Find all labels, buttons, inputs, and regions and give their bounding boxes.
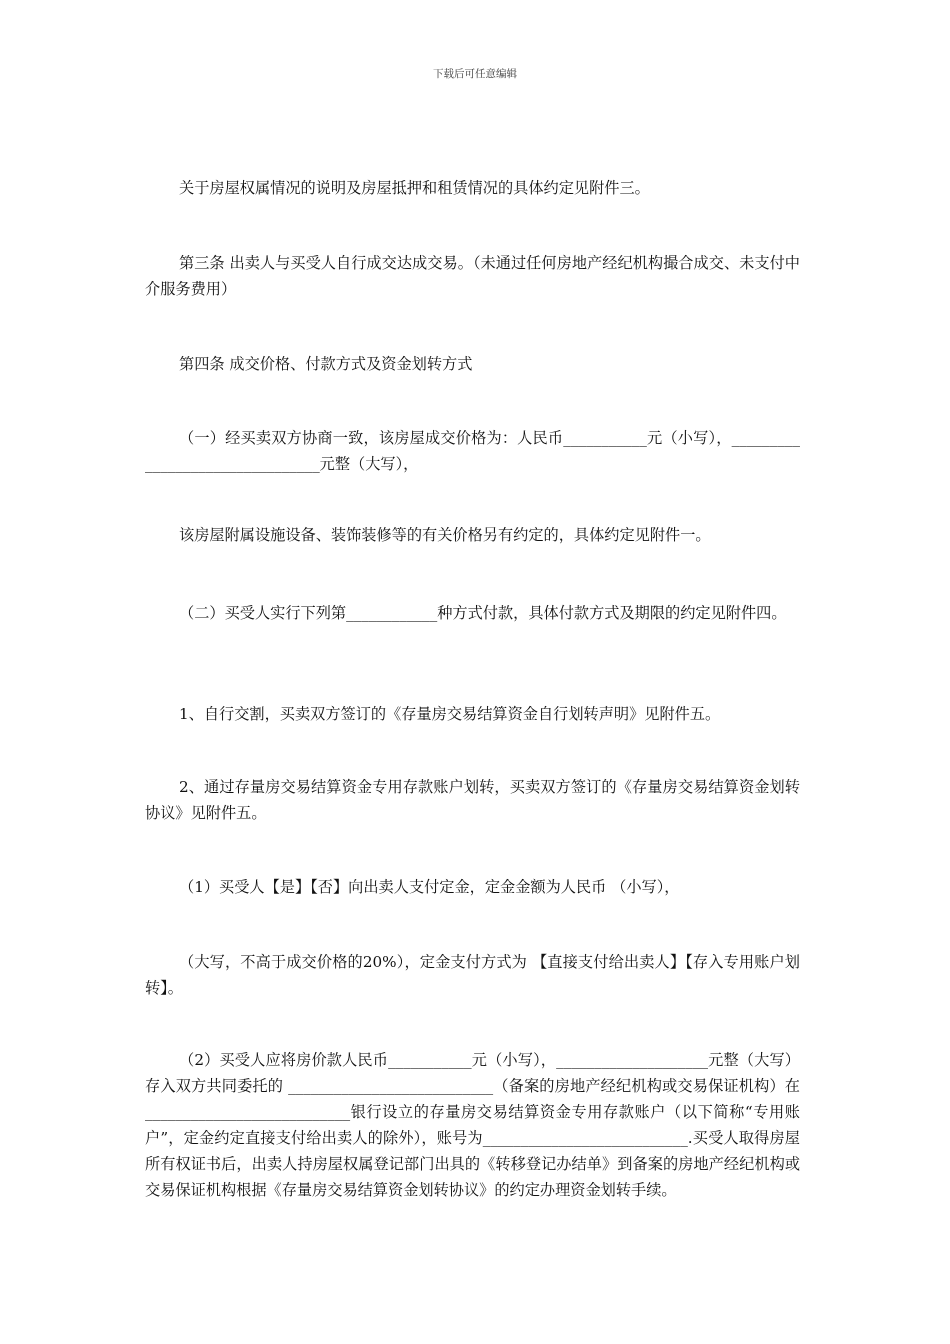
paragraph-property-ownership: 关于房屋权属情况的说明及房屋抵押和租赁情况的具体约定见附件三。 (179, 179, 650, 197)
paragraph-option-2: 2、通过存量房交易结算资金专用存款账户划转，买卖双方签订的《存量房交易结算资金划转协议》见附件五。 (145, 778, 800, 822)
paragraph-price: （一）经买卖双方协商一致，该房屋成交价格为：人民币___________元（小写），________________________________元整（大写）， (145, 429, 800, 473)
page-header: 下载后可任意编辑 (433, 68, 517, 80)
paragraph-deposit: （1）买受人【是】【否】向出卖人支付定金，定金金额为人民币 （小写）， (179, 878, 680, 896)
paragraph-option-1: 1、自行交割，买卖双方签订的《存量房交易结算资金自行划转声明》见附件五。 (179, 705, 721, 723)
paragraph-attached-facilities: 该房屋附属设施设备、装饰装修等的有关价格另有约定的，具体约定见附件一。 (179, 526, 711, 544)
paragraph-payment-method: （二）买受人实行下列第____________种方式付款，具体付款方式及期限的约定见附件四。 (179, 604, 787, 622)
paragraph-article-4-title: 第四条 成交价格、付款方式及资金划转方式 (179, 355, 473, 373)
paragraph-article-3: 第三条 出卖人与买受人自行成交达成交易。（未通过任何房地产经纪机构撮合成交、未支付中介服务费用） (145, 254, 800, 298)
paragraph-deposit-method: （大写，不高于成交价格的20%），定金支付方式为 【直接支付给出卖人】【存入专用账户划转】。 (145, 953, 800, 997)
paragraph-escrow: （2）买受人应将房价款人民币___________元（小写），____________________元整（大写）存入双方共同委托的 ___________________________（备案的房地产经纪机构或交易保证机构）在 ___________________________银行设立的存量房交易结算资金专用存款账户（以下简称“专用账户”，定金约定直接支付给出卖人的除外），账号为___________________________.买受人取得房屋所有权证书后，出卖人持房屋权属登记部门出具的《转移登记办结单》到备案的房地产经纪机构或交易保证机构根据《存量房交易结算资金划转协议》的约定办理资金划转手续。 (145, 1051, 800, 1199)
